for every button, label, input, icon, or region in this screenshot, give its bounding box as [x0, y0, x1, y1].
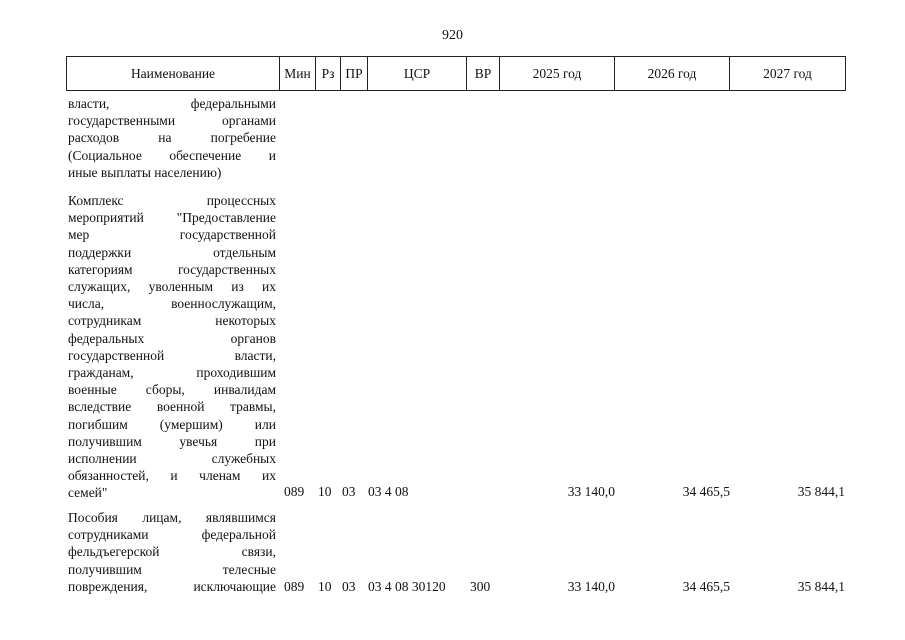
row-1-line: числа, военнослужащим, [68, 296, 276, 312]
row-1-csr: 03 4 08 [368, 484, 409, 499]
row-1-line: Комплекс процессных [68, 193, 276, 208]
row-2-line: Пособия лицам, являвшимся [68, 510, 276, 525]
header-2025: 2025 год [500, 57, 615, 90]
row-1-2026: 34 465,5 [682, 484, 730, 499]
row-1-line: категориям государственных [68, 261, 276, 277]
table-header [66, 56, 846, 91]
row-2-csr: 03 4 08 30120 [368, 579, 446, 594]
row-2-2026: 34 465,5 [682, 579, 730, 594]
header-rz: Рз [316, 57, 341, 90]
row-2-2027: 35 844,1 [797, 579, 845, 594]
row-1-line: поддержки отдельным [68, 244, 276, 260]
header-2026: 2026 год [615, 57, 730, 90]
header-2027: 2027 год [763, 66, 812, 81]
row-1-line: мероприятий "Предоставление [68, 210, 276, 226]
row-2-vr: 300 [470, 579, 491, 594]
row-1-2027: 35 844,1 [797, 484, 845, 499]
header-pr: ПР [341, 57, 368, 90]
row-2-line: повреждения, исключающие [68, 578, 276, 594]
header-csr: ЦСР [368, 57, 467, 90]
row-2-description [68, 509, 276, 595]
header-vr: ВР [467, 57, 500, 90]
row-1-line: гражданам, проходившим [68, 365, 276, 381]
row-2-line: сотрудниками федеральной [68, 527, 276, 543]
row-2-line: получившим телесные [68, 561, 276, 577]
row-1-line: обязанностей, и членам их [68, 468, 276, 484]
row-2-rz: 10 [318, 579, 332, 594]
row-1-pr: 03 [342, 484, 356, 499]
row-1-min: 089 [284, 484, 305, 499]
row-2-min: 089 [284, 579, 305, 594]
row-0-line: иные выплаты населению) [68, 164, 222, 180]
row-1-line: государственной власти, [68, 347, 276, 363]
row-1-line: служащих, уволенным из их [68, 279, 276, 295]
row-1-line: мер государственной [68, 227, 276, 243]
row-1-line: исполнении служебных [68, 451, 276, 467]
row-0-description [68, 95, 276, 181]
row-0-line: (Социальное обеспечение и [68, 147, 276, 163]
row-0-line: государственными органами [68, 113, 276, 129]
row-1-2025: 33 140,0 [567, 484, 615, 499]
row-1-line: получившим увечья при [68, 433, 276, 449]
row-2-2025: 33 140,0 [567, 579, 615, 594]
page-number: 920 [442, 28, 463, 43]
row-1-rz: 10 [318, 484, 332, 499]
row-1-description [68, 192, 276, 502]
row-1-line: военные сборы, инвалидам [68, 382, 276, 398]
row-1-line: сотрудникам некоторых [68, 313, 276, 329]
header-name: Наименование [67, 57, 280, 90]
row-0-line: власти, федеральными [68, 96, 276, 111]
row-1-line: семей" [68, 485, 108, 501]
row-2-line: фельдъегерской связи, [68, 544, 276, 560]
row-1-line: вследствие военной травмы, [68, 399, 276, 415]
row-2-pr: 03 [342, 579, 356, 594]
header-min: Мин [280, 57, 316, 90]
row-1-line: погибшим (умершим) или [68, 416, 276, 432]
row-1-line: федеральных органов [68, 330, 276, 346]
row-0-line: расходов на погребение [68, 130, 276, 146]
